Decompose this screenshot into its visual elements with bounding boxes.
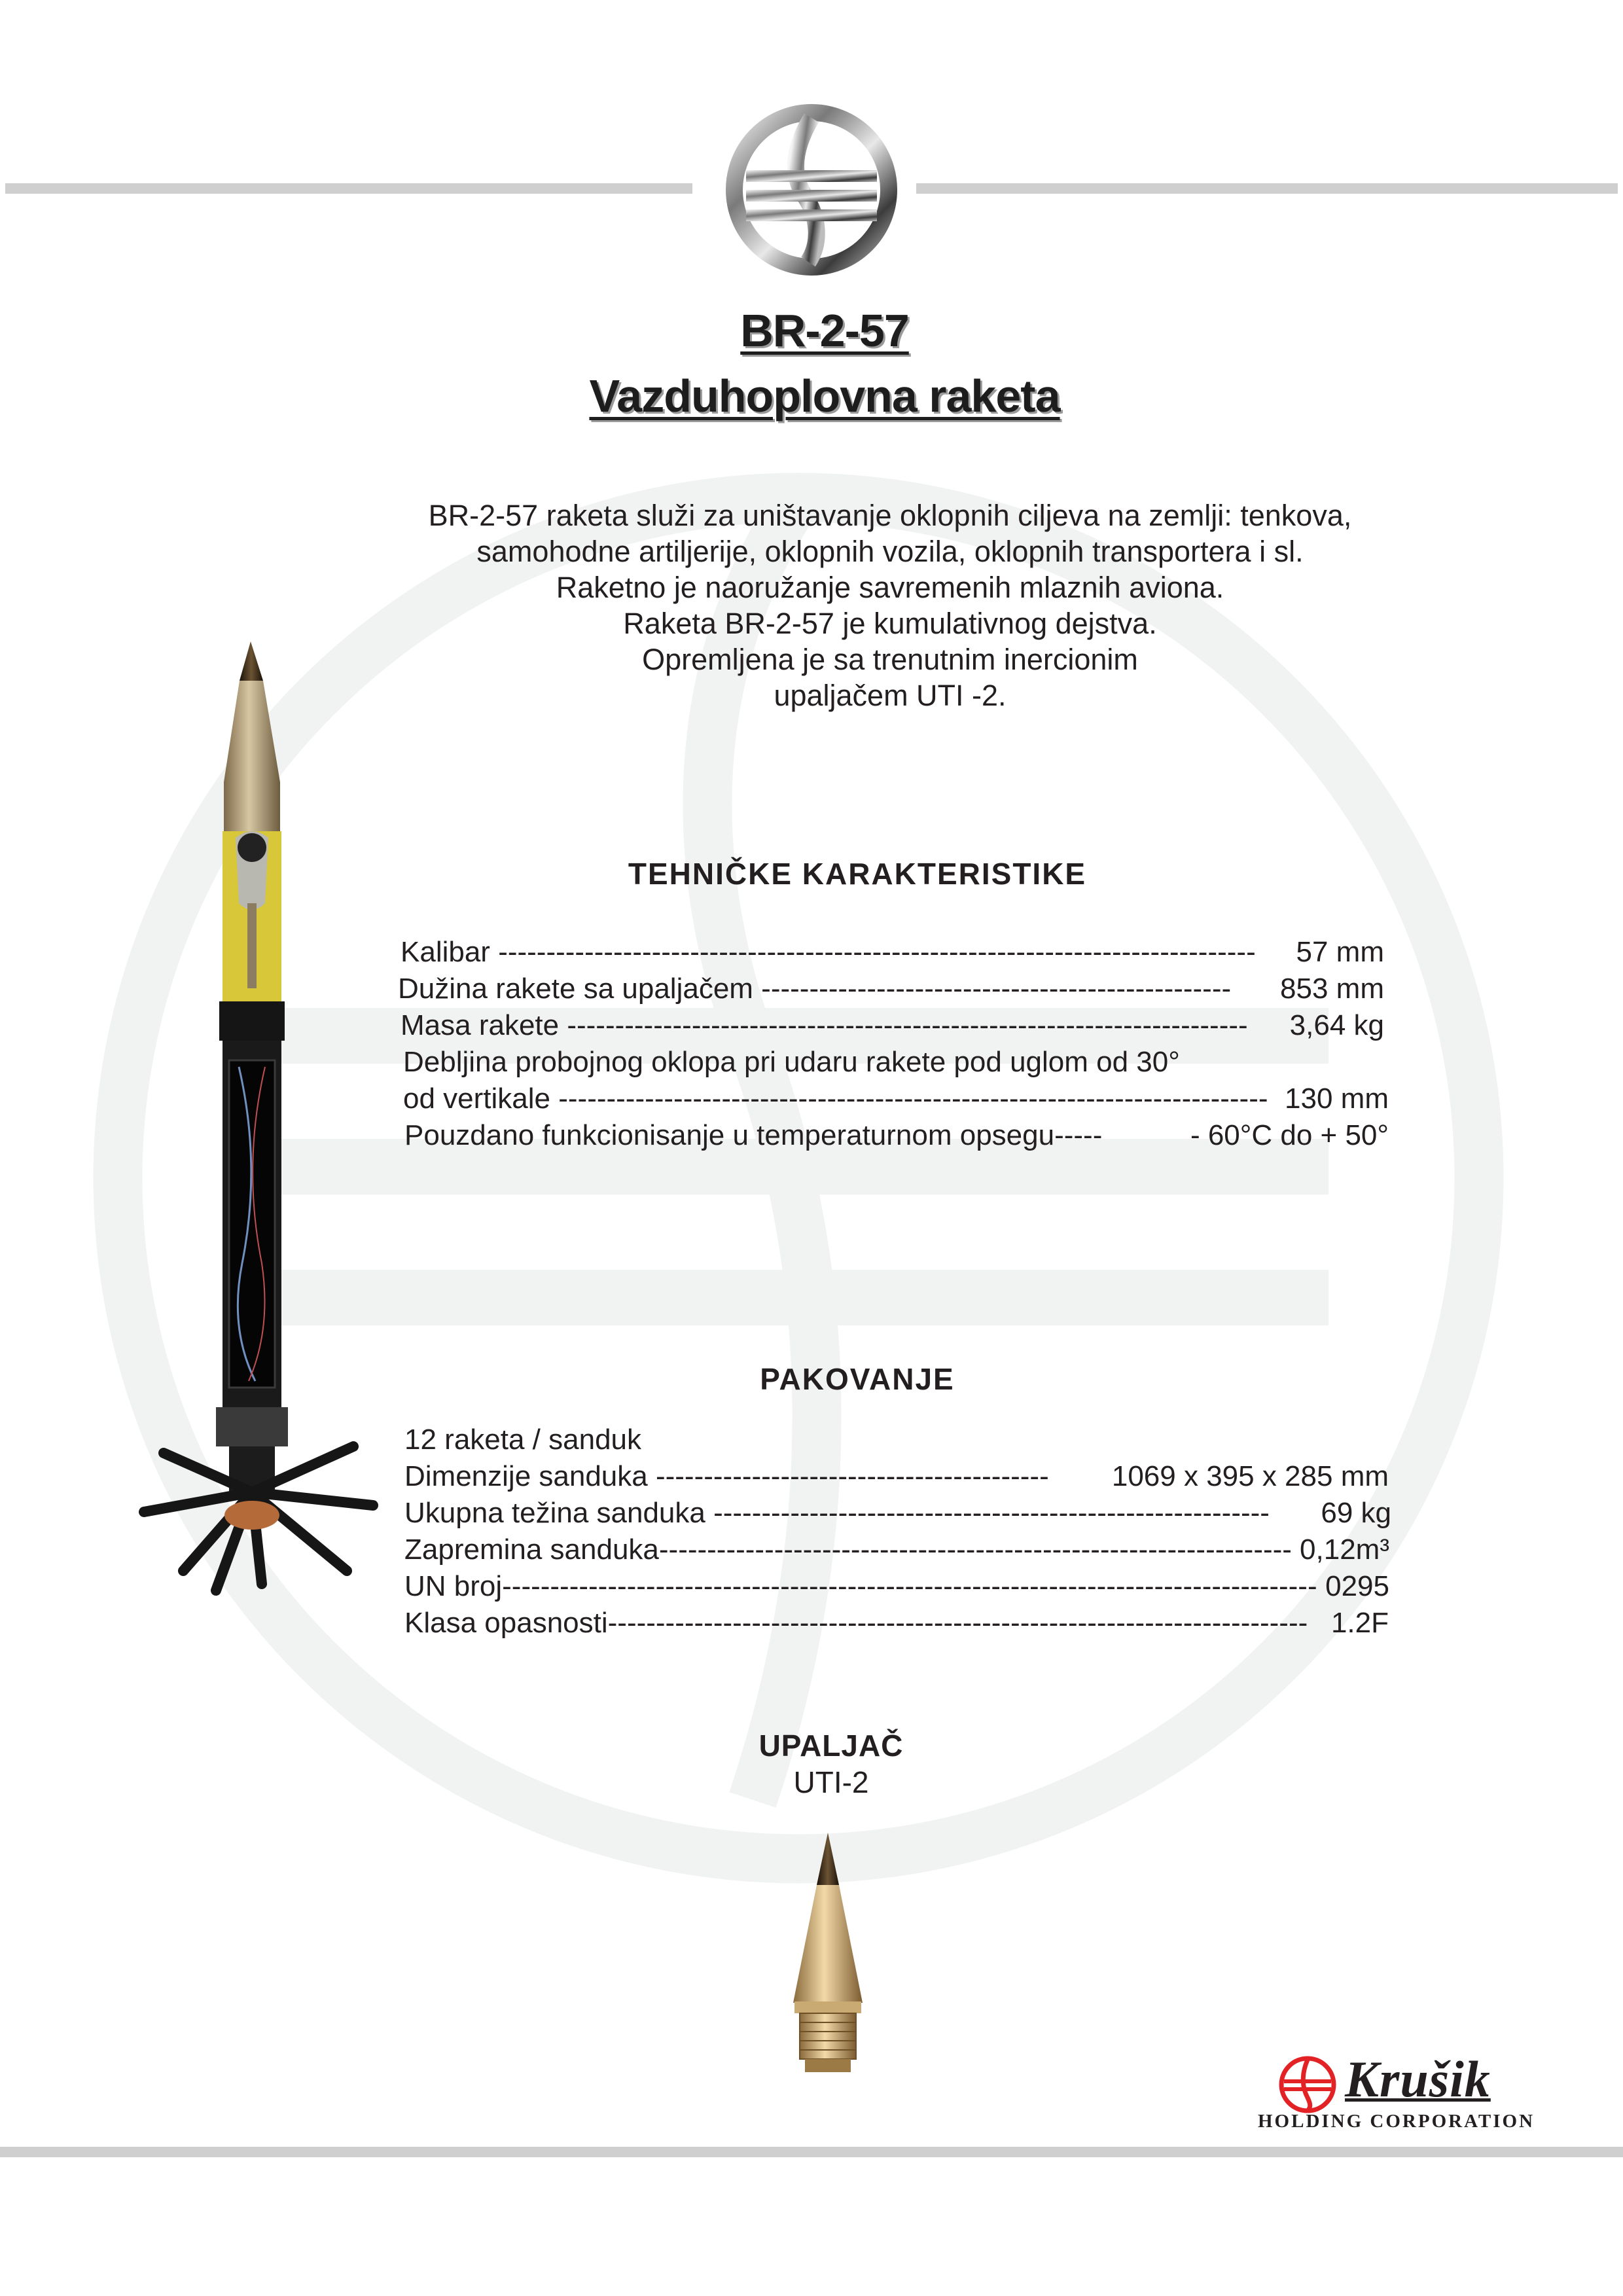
packing-value: 1069 x 395 x 285 mm bbox=[1111, 1460, 1389, 1492]
intro-line: BR-2-57 raketa služi za uništavanje oklopnih ciljeva na zemlji: tenkova, bbox=[428, 499, 1352, 532]
intro-line: Raketno je naoružanje savremenih mlaznih aviona. bbox=[556, 571, 1224, 604]
packing-label: Zapremina sanduka------------------------------------------------------------------ bbox=[404, 1534, 1292, 1566]
intro-line: upaljačem UTI -2. bbox=[774, 679, 1007, 712]
intro-line: Opremljena je sa trenutnim inercionim bbox=[642, 643, 1138, 676]
spec-value: 853 mm bbox=[1280, 973, 1384, 1005]
packing-value: 0,12m³ bbox=[1300, 1534, 1389, 1566]
intro-line: samohodne artiljerije, oklopnih vozila, oklopnih transportera i sl. bbox=[476, 535, 1304, 568]
top-rule-right bbox=[916, 183, 1618, 194]
packing-label: Klasa opasnosti------------------------------------------------------------------------- bbox=[404, 1607, 1308, 1639]
brand-name: Krušik bbox=[1345, 2051, 1491, 2108]
page-subtitle: Vazduhoplovna raketa bbox=[589, 370, 1060, 422]
packing-value: 69 kg bbox=[1321, 1497, 1391, 1529]
fuze-image bbox=[785, 1833, 870, 2081]
packing-label: UN broj------------------------------------------------------------------------------------- bbox=[404, 1570, 1317, 1602]
packing-heading: PAKOVANJE bbox=[760, 1362, 955, 1396]
tech-heading: TEHNIČKE KARAKTERISTIKE bbox=[628, 857, 1087, 891]
packing-label: Dimenzije sanduka ----------------------------------------- bbox=[404, 1460, 1049, 1492]
fuze-heading: UPALJAČ bbox=[758, 1729, 904, 1763]
packing-label: 12 raketa / sanduk bbox=[404, 1424, 642, 1456]
fuze-name: UTI-2 bbox=[793, 1765, 869, 1799]
bottom-rule bbox=[0, 2147, 1623, 2157]
spec-label: od vertikale -------------------------------------------------------------------------- bbox=[403, 1083, 1268, 1115]
spec-value: - 60°C do + 50° bbox=[1190, 1119, 1389, 1151]
spec-label: Kalibar ------------------------------------------------------------------------------- bbox=[401, 936, 1256, 968]
top-rule-left bbox=[5, 183, 692, 194]
intro-line: Raketa BR-2-57 je kumulativnog dejstva. bbox=[623, 607, 1157, 640]
spec-value: 3,64 kg bbox=[1289, 1009, 1384, 1041]
spec-label: Pouzdano funkcionisanje u temperaturnom opsegu----- bbox=[404, 1119, 1103, 1151]
company-emblem-icon bbox=[720, 98, 903, 281]
rocket-image bbox=[131, 641, 393, 1662]
krusik-logo-icon bbox=[1275, 2052, 1340, 2117]
spec-label: Masa rakete ----------------------------------------------------------------------- bbox=[401, 1009, 1248, 1041]
spec-value: 57 mm bbox=[1296, 936, 1384, 968]
packing-value: 0295 bbox=[1325, 1570, 1389, 1602]
page-title: BR-2-57 bbox=[740, 305, 909, 356]
spec-value: 130 mm bbox=[1285, 1083, 1389, 1115]
packing-label: Ukupna težina sanduka ---------------------------------------------------------- bbox=[404, 1497, 1270, 1529]
spec-label: Debljina probojnog oklopa pri udaru rakete pod uglom od 30° bbox=[403, 1046, 1180, 1078]
brand-subtitle: HOLDING CORPORATION bbox=[1258, 2111, 1535, 2132]
packing-value: 1.2F bbox=[1330, 1607, 1389, 1639]
spec-label: Dužina rakete sa upaljačem ------------------------------------------------- bbox=[398, 973, 1232, 1005]
intro-paragraph bbox=[366, 497, 1414, 713]
